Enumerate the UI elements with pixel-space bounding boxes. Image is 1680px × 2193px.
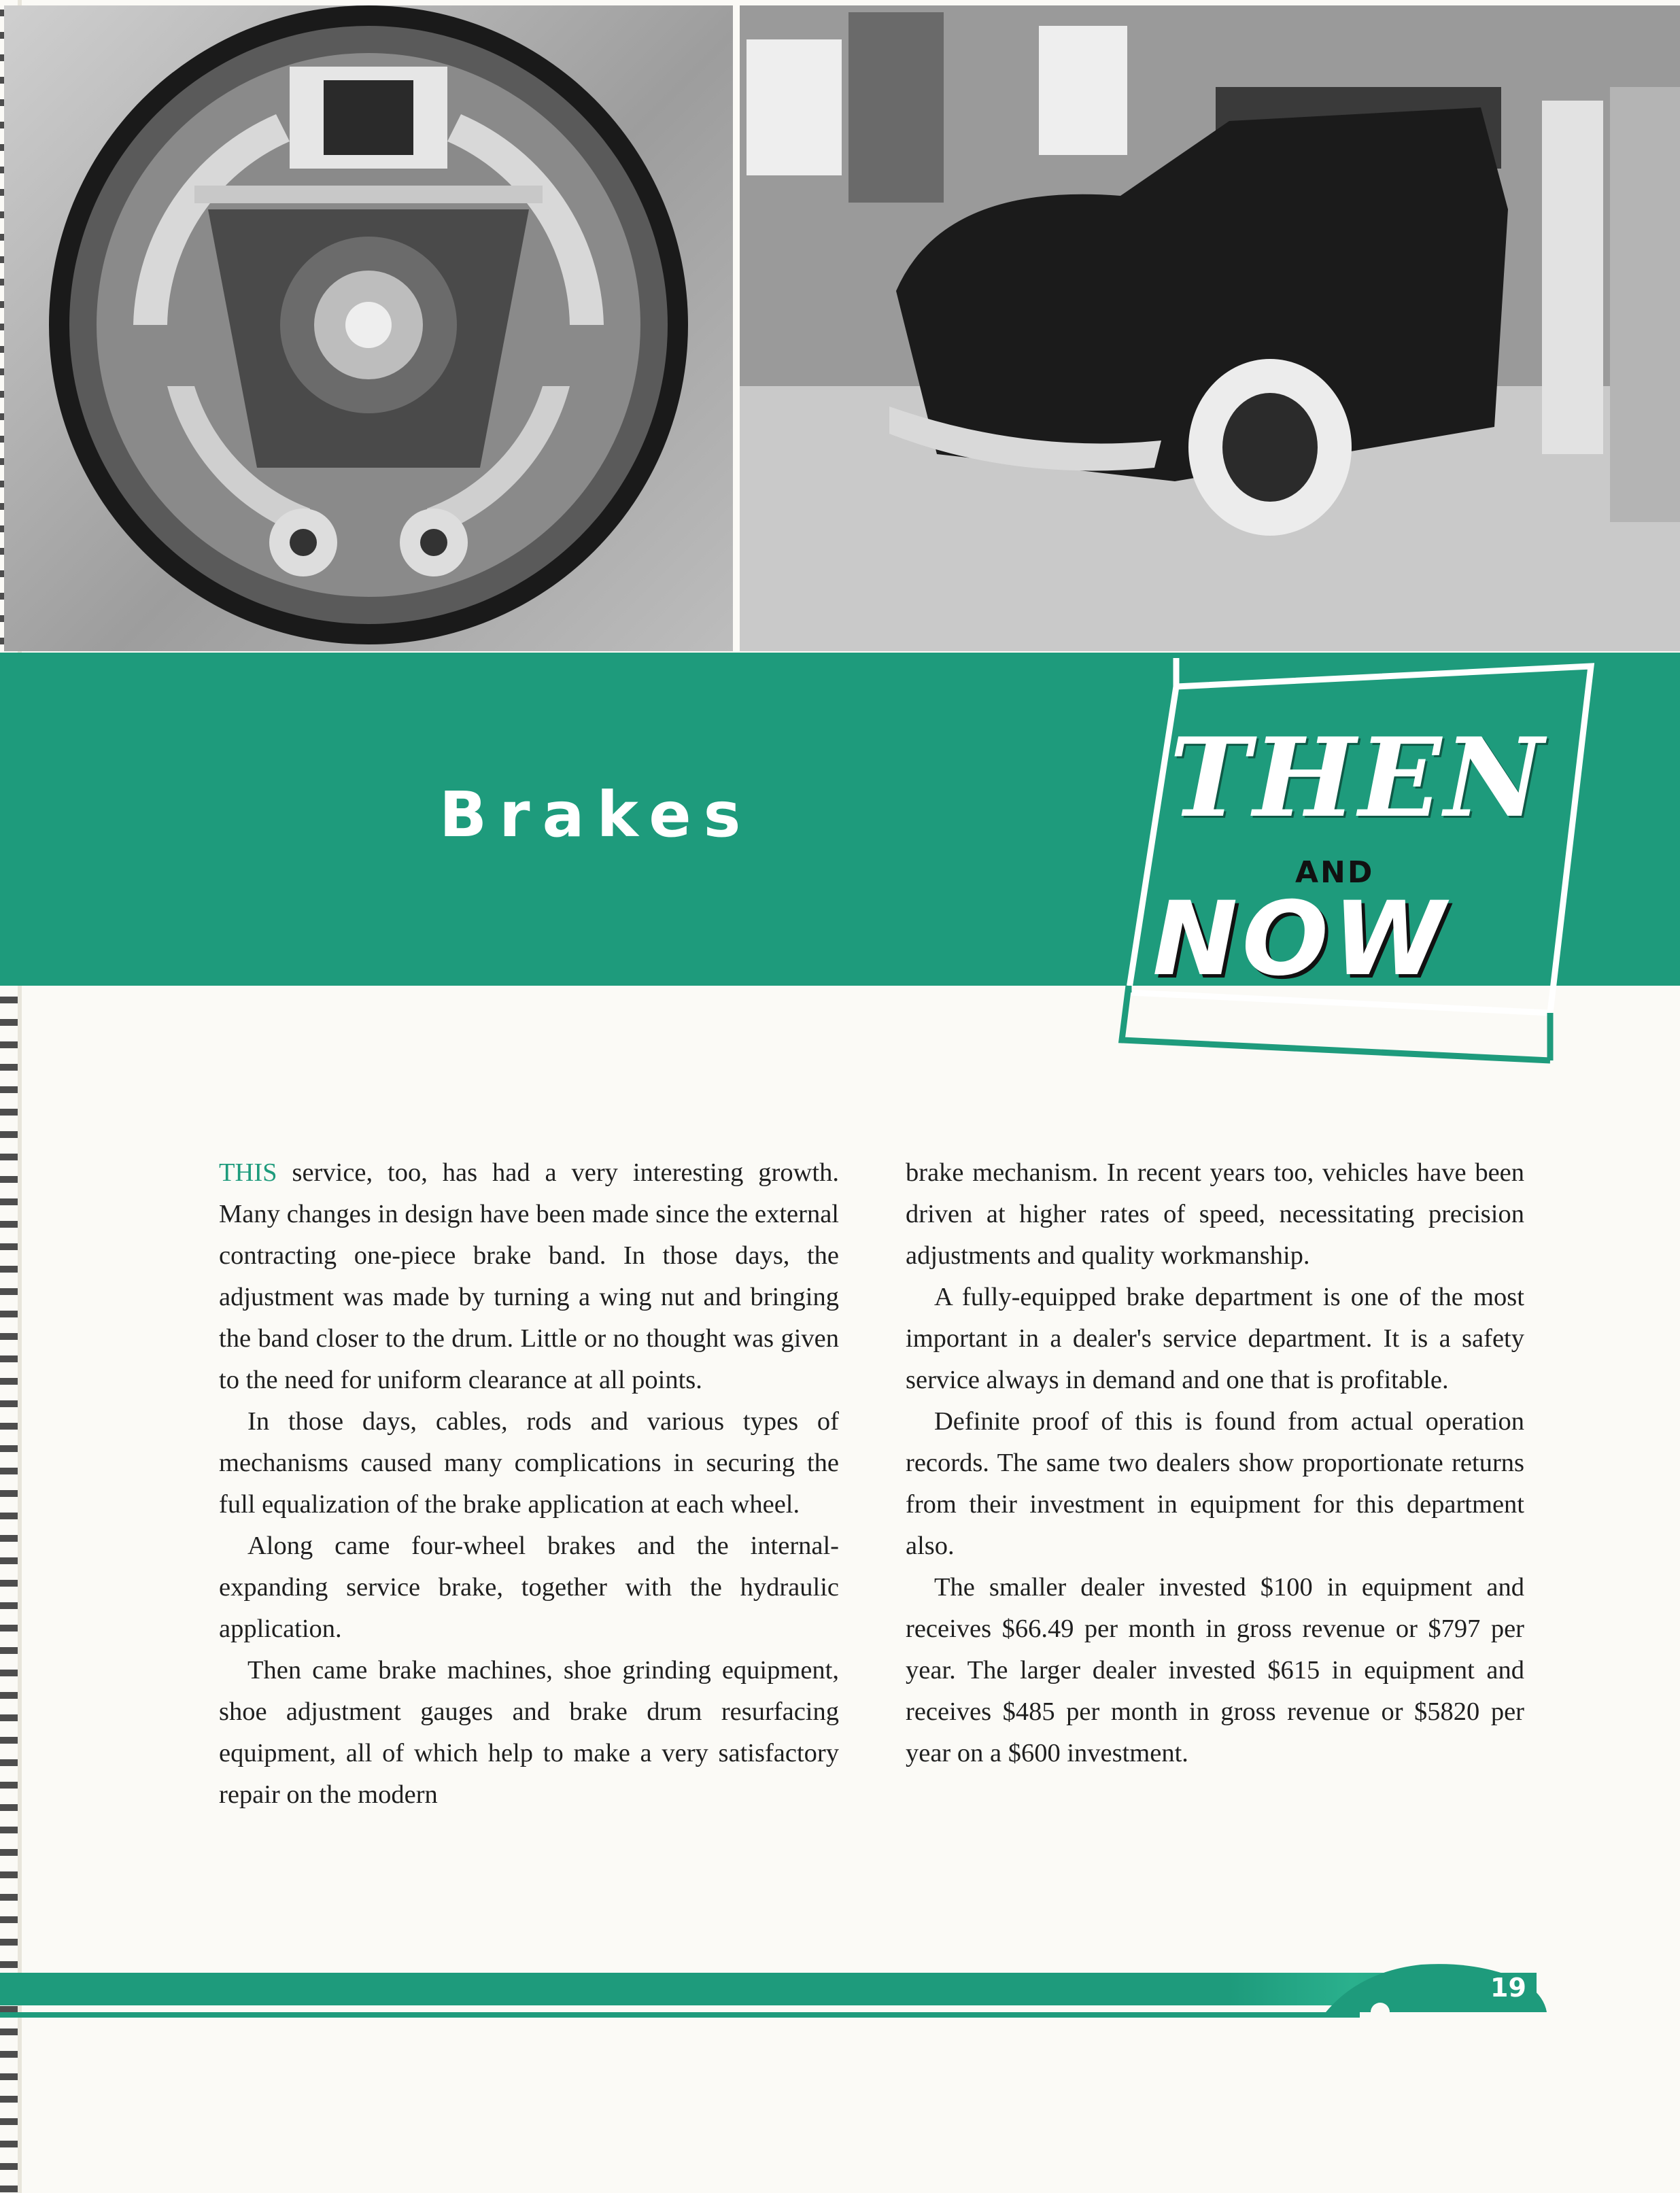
page-title: Brakes [439,778,753,851]
page-number: 19 [1490,1973,1526,2003]
footer-rule-thin [0,2012,1360,2018]
logo-and-text: AND [1295,855,1375,890]
article-paragraph: Definite proof of this is found from actual operation records. The same two dealers show proportionate returns from their investment in equipment for this department also. [906,1407,1524,1560]
footer-rule [0,1973,1537,2005]
article-paragraph: Along came four-wheel brakes and the internal-expanding service brake, together with the hydraulic application. [219,1532,839,1643]
article-paragraph: Then came brake machines, shoe grinding equipment, shoe adjustment gauges and brake drum resurfacing equipment, all of which help to make a very satisfactory repair on the modern [219,1656,839,1809]
lead-word: THIS [219,1158,277,1187]
article-paragraph: brake mechanism. In recent years too, vehicles have been driven at higher rates of speed, necessitating precision adjustments and quality workmanship. [906,1158,1524,1270]
car-service-garage-photo [740,5,1680,651]
article-paragraph: In those days, cables, rods and various types of mechanisms caused many complications in securing the full equalization of the brake application at each wheel. [219,1407,839,1519]
logo-then-text: THEN [1169,714,1547,842]
logo-now-text: NOW [1152,880,1450,999]
article-paragraph [219,1152,839,1401]
brake-assembly-photo [4,5,733,651]
lead-text: service, too, has had a very interesting growth. Many changes in design have been made since the external contracting one-piece brake band. In those days, the adjustment was made by turning a wing nut and bringing the band closer to the drum. Little or no thought was given to the need for uniform clearance at all points. [219,1158,839,1394]
article-column-left [219,1152,839,1816]
article-paragraph: A fully-equipped brake department is one of the most important in a dealer's service department. It is a safety service always in demand and one that is profitable. [906,1283,1524,1394]
article-column-right [906,1152,1524,1774]
article-paragraph: The smaller dealer invested $100 in equipment and receives $66.49 per month in gross revenue or $797 per year. The larger dealer invested $615 in equipment and receives $485 per month in gross revenue or $5820 per year on a $600 investment. [906,1573,1524,1767]
